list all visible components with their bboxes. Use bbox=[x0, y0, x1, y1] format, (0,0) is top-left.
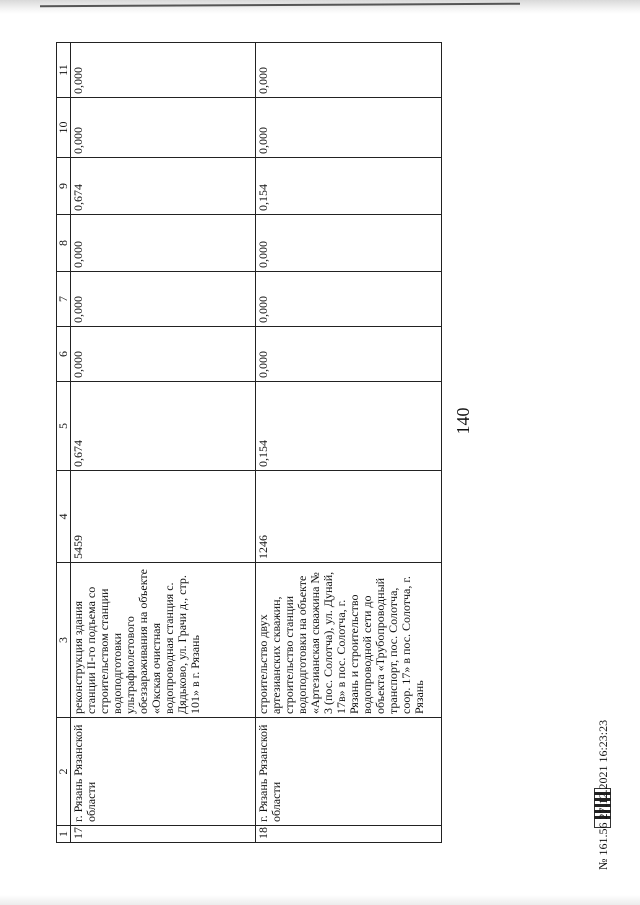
header-cell: 3 bbox=[57, 563, 71, 718]
header-cell: 2 bbox=[57, 718, 71, 826]
table-row bbox=[256, 43, 442, 843]
row-value-col11: 0,000 bbox=[71, 43, 256, 98]
page-number: 140 bbox=[453, 407, 473, 435]
row-description: строительство двух артезианских скважин, строительство станции водоподготовки на объекте «Артезианская скважина № 3 (пос. Солотча), ул. Дунай, 17в» в пос. Солотча, г. Рязань и строительство водопроводной сети до объекта «Трубопроводный транспорт, пос. Солотча, соор. 17» в пос. Солотча, г. Рязань bbox=[256, 563, 442, 718]
header-cell: 11 bbox=[57, 43, 71, 98]
row-value-col9: 0,674 bbox=[71, 158, 256, 215]
table-header-row bbox=[57, 43, 71, 843]
row-locality: г. Рязань Рязанской области bbox=[256, 718, 442, 826]
row-value-col7: 0,000 bbox=[71, 272, 256, 327]
registration-stamp: № 161.56 27.12.2021 16:23:23 bbox=[596, 719, 610, 870]
row-locality: г. Рязань Рязанской области bbox=[71, 718, 256, 826]
row-value-col4: 1246 bbox=[256, 471, 442, 563]
row-value-col10: 0,000 bbox=[71, 98, 256, 158]
header-cell: 4 bbox=[57, 471, 71, 563]
row-number: 17 bbox=[71, 826, 256, 843]
row-value-col8: 0,000 bbox=[256, 215, 442, 272]
row-value-col4: 5459 bbox=[71, 471, 256, 563]
header-cell: 6 bbox=[57, 327, 71, 382]
row-value-col7: 0,000 bbox=[256, 272, 442, 327]
row-value-col6: 0,000 bbox=[256, 327, 442, 382]
header-cell: 8 bbox=[57, 215, 71, 272]
row-value-col8: 0,000 bbox=[71, 215, 256, 272]
table-row bbox=[71, 43, 256, 843]
scan-artifact-line bbox=[40, 3, 520, 8]
row-value-col10: 0,000 bbox=[256, 98, 442, 158]
row-value-col5: 0,674 bbox=[71, 382, 256, 471]
header-cell: 5 bbox=[57, 382, 71, 471]
header-cell: 1 bbox=[57, 826, 71, 843]
row-description: реконструкция здания станции II-го подъема со строительством станции водоподготовки ультрафиолетового обеззараживания на объекте «Окская очистная водопроводная станция с. Дядьково, ул. Грачи д., стр. 101» в г. Рязань bbox=[71, 563, 256, 718]
header-cell: 10 bbox=[57, 98, 71, 158]
scan-edge-bottom bbox=[0, 895, 640, 905]
data-table bbox=[56, 42, 442, 843]
row-value-col5: 0,154 bbox=[256, 382, 442, 471]
scan-edge-top bbox=[0, 0, 640, 14]
row-value-col9: 0,154 bbox=[256, 158, 442, 215]
row-number: 18 bbox=[256, 826, 442, 843]
row-value-col6: 0,000 bbox=[71, 327, 256, 382]
header-cell: 7 bbox=[57, 272, 71, 327]
header-cell: 9 bbox=[57, 158, 71, 215]
row-value-col11: 0,000 bbox=[256, 43, 442, 98]
rotated-table-container bbox=[56, 43, 442, 843]
